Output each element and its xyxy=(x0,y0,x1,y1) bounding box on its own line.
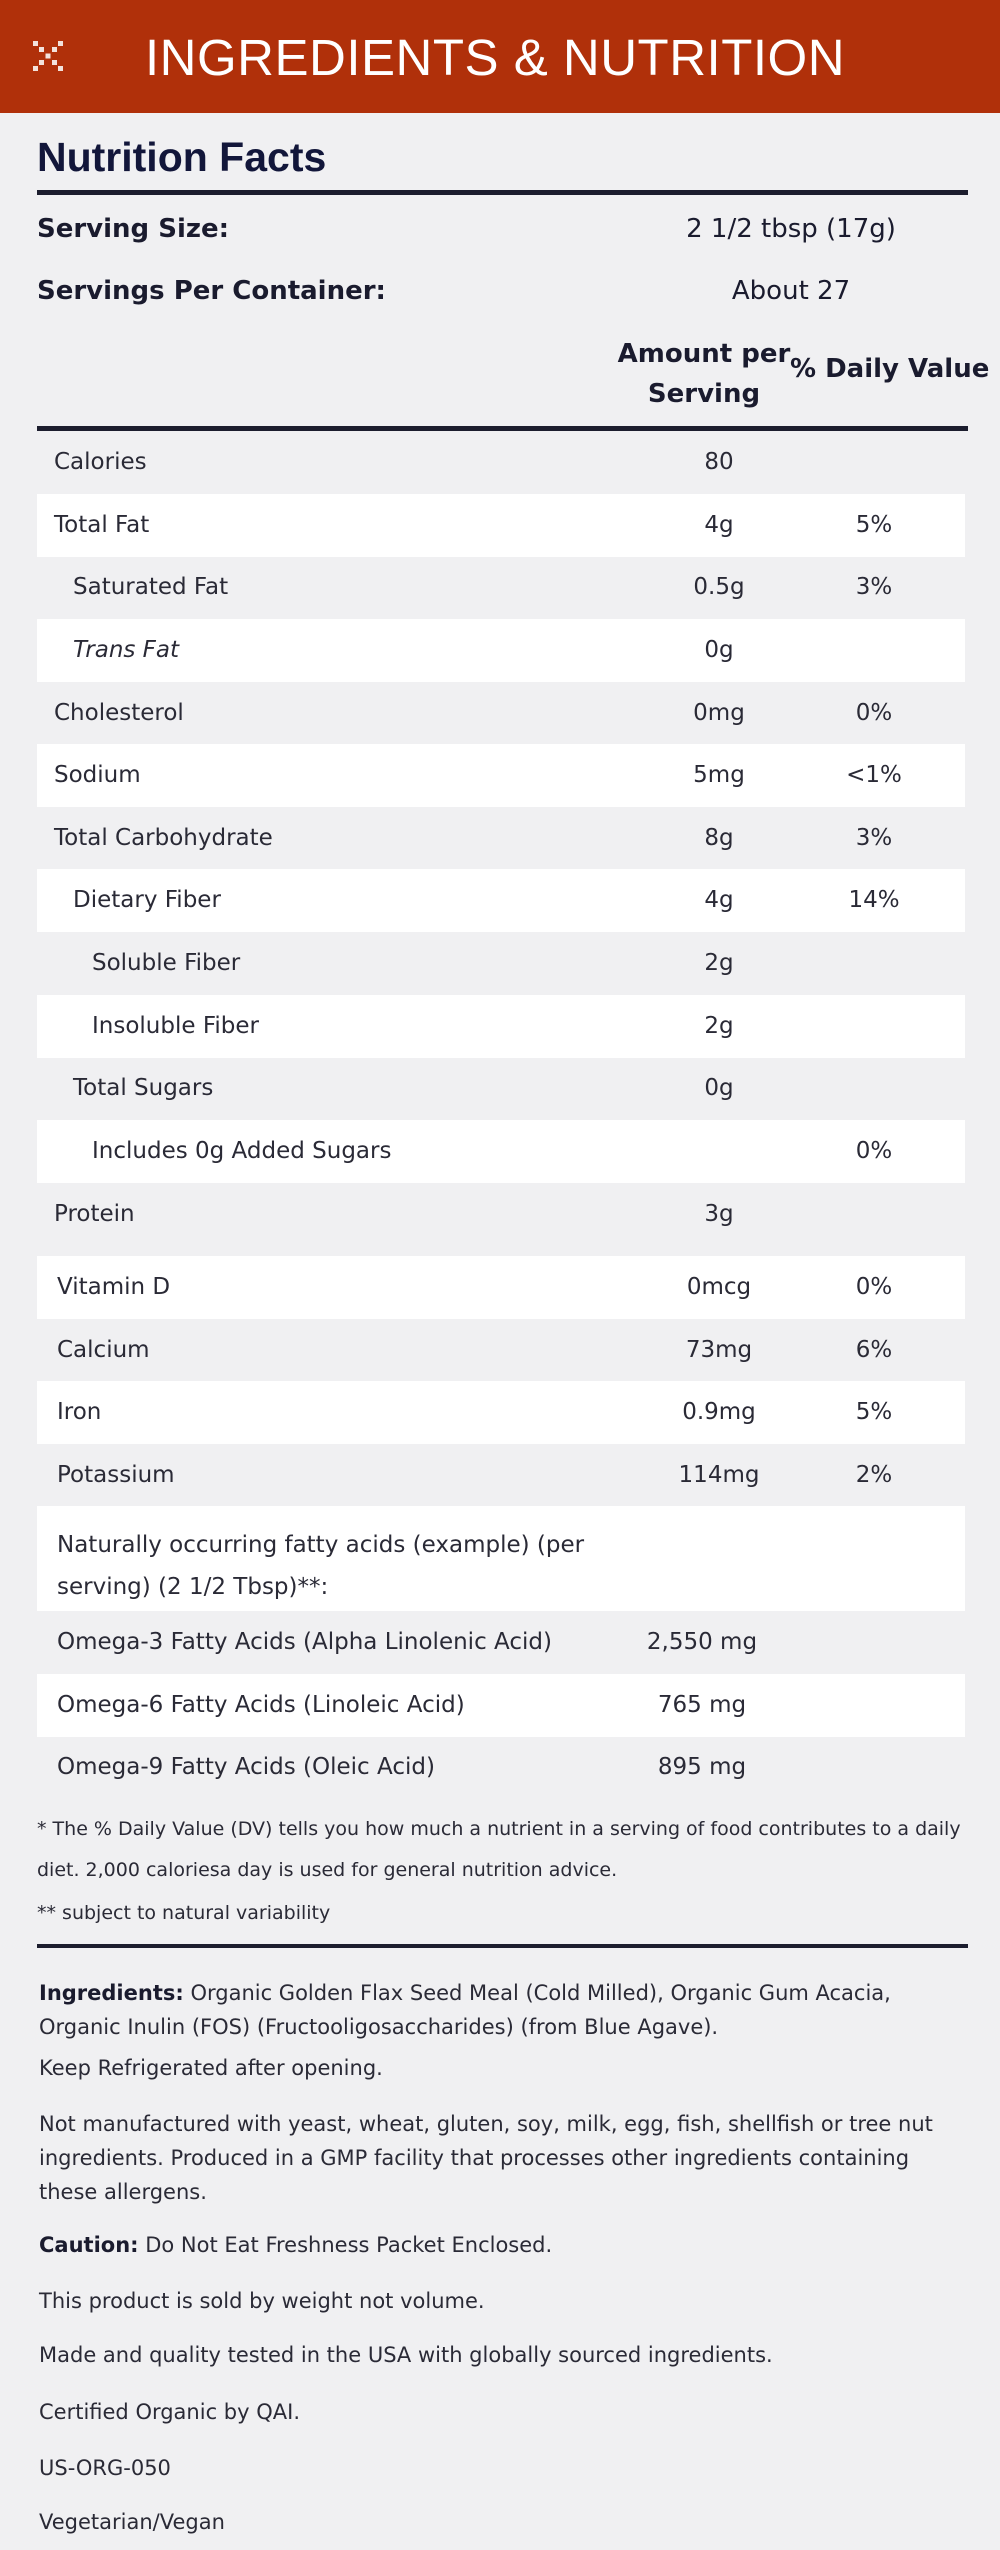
fatty-acid-amount: 895 mg xyxy=(657,1754,747,1780)
close-icon xyxy=(30,38,66,74)
nutrient-dv: 14% xyxy=(848,887,900,913)
nutrient-row-added-sugars xyxy=(37,1120,965,1183)
caution-text: Do Not Eat Freshness Packet Enclosed. xyxy=(145,2233,553,2257)
nutrient-dv: 2% xyxy=(855,1462,893,1488)
amount-per-serving-header: Amount per Serving xyxy=(617,339,791,409)
certified-note: Certified Organic by QAI. xyxy=(39,2400,300,2424)
footnote-daily-value: * The % Daily Value (DV) tells you how much a nutrient in a serving of food contributes to a daily diet. 2,000 caloriesa day is used for general nutrition advice. xyxy=(37,1818,961,1881)
nutrient-amount: 3g xyxy=(704,1201,734,1227)
serving-size-value: 2 1/2 tbsp (17g) xyxy=(686,214,896,244)
nutrient-row-cholesterol xyxy=(37,682,965,745)
nutrient-name: Calories xyxy=(54,449,147,475)
nutrient-amount: 114mg xyxy=(678,1462,760,1488)
nutrient-row-trans-fat xyxy=(37,619,965,682)
servings-per-container-value: About 27 xyxy=(731,276,851,306)
nutrient-row-sodium xyxy=(37,744,965,807)
nutrient-dv: 3% xyxy=(855,574,893,600)
vitamin-row-calcium xyxy=(37,1319,965,1382)
nutrient-amount: 0g xyxy=(704,1075,734,1101)
weight-note: This product is sold by weight not volume. xyxy=(39,2289,485,2313)
nutrient-name: Trans Fat xyxy=(73,637,180,663)
nutrient-name: Calcium xyxy=(57,1337,150,1363)
nutrient-dv: 0% xyxy=(855,700,893,726)
nutrient-row-dietary-fiber xyxy=(37,869,965,932)
caution-paragraph xyxy=(39,2228,969,2262)
vitamin-row-potassium xyxy=(37,1444,965,1507)
nutrient-name: Dietary Fiber xyxy=(73,887,221,913)
nutrient-name: Includes 0g Added Sugars xyxy=(92,1138,392,1164)
nutrient-row-soluble-fiber xyxy=(37,932,965,995)
nutrient-amount: 4g xyxy=(704,887,734,913)
nutrient-name: Protein xyxy=(54,1201,135,1227)
nutrient-name: Iron xyxy=(57,1399,102,1425)
fatty-acid-row-omega-9 xyxy=(37,1736,965,1799)
header-bar xyxy=(0,0,1000,113)
allergen-statement: Not manufactured with yeast, wheat, gluten, soy, milk, egg, fish, shellfish or tree nut ingredients. Produced in a GMP facility that processes other ingredients containing these allergens. xyxy=(39,2112,933,2204)
nutrient-dv: 5% xyxy=(855,512,893,538)
org-code: US-ORG-050 xyxy=(39,2456,171,2480)
made-in-note: Made and quality tested in the USA with globally sourced ingredients. xyxy=(39,2343,773,2367)
diet-note: Vegetarian/Vegan xyxy=(39,2510,225,2534)
header-title: INGREDIENTS & NUTRITION xyxy=(145,29,846,86)
footnote-variability: ** subject to natural variability xyxy=(37,1902,331,1924)
vitamin-row-vitamin-d xyxy=(37,1256,965,1319)
nutrient-name: Potassium xyxy=(57,1462,175,1488)
nutrient-row-total-carbohydrate xyxy=(37,807,965,870)
ingredients-text: Organic Golden Flax Seed Meal (Cold Milled), Organic Gum Acacia, Organic Inulin (FOS) (Fructooligosaccharides) (from Blue Agave). xyxy=(39,1981,891,2039)
nutrient-row-insoluble-fiber xyxy=(37,995,965,1058)
fatty-acids-heading: Naturally occurring fatty acids (example) (per serving) (2 1/2 Tbsp)**: xyxy=(57,1532,585,1600)
nutrient-amount: 2g xyxy=(704,950,734,976)
nutrient-amount: 0.9mg xyxy=(682,1399,756,1425)
nutrient-dv: <1% xyxy=(846,762,902,788)
serving-size-label: Serving Size: xyxy=(37,214,230,244)
daily-value-header: % Daily Value xyxy=(790,354,990,384)
nutrient-dv: 0% xyxy=(855,1274,893,1300)
servings-per-container-label: Servings Per Container: xyxy=(37,276,386,306)
vitamin-row-iron xyxy=(37,1381,965,1444)
fatty-acid-name: Omega-6 Fatty Acids (Linoleic Acid) xyxy=(57,1692,465,1718)
nutrient-amount: 80 xyxy=(704,449,734,475)
nutrient-amount: 73mg xyxy=(685,1337,753,1363)
nutrient-name: Vitamin D xyxy=(57,1274,171,1300)
nutrient-name: Insoluble Fiber xyxy=(92,1013,259,1039)
nutrient-amount: 2g xyxy=(704,1013,734,1039)
nutrient-dv: 6% xyxy=(855,1337,893,1363)
nutrient-dv: 3% xyxy=(855,825,893,851)
nutrient-amount: 0mg xyxy=(693,700,745,726)
divider xyxy=(37,190,968,195)
ingredients-paragraph xyxy=(39,1976,969,2044)
nutrient-row-total-fat xyxy=(37,494,965,557)
nutrient-amount: 4g xyxy=(704,512,734,538)
fatty-acid-row-omega-3 xyxy=(37,1611,965,1674)
nutrient-amount: 0.5g xyxy=(693,574,745,600)
nutrient-dv: 0% xyxy=(855,1138,893,1164)
caution-label: Caution: xyxy=(39,2233,139,2257)
nutrition-facts-title: Nutrition Facts xyxy=(37,134,327,180)
nutrient-name: Total Fat xyxy=(54,512,150,538)
close-button[interactable] xyxy=(30,38,66,74)
fatty-acid-name: Omega-3 Fatty Acids (Alpha Linolenic Acid) xyxy=(57,1629,552,1655)
fatty-acids-heading-row xyxy=(37,1506,965,1611)
nutrient-amount: 8g xyxy=(704,825,734,851)
nutrient-name: Saturated Fat xyxy=(73,574,229,600)
ingredients-label: Ingredients: xyxy=(39,1981,184,2005)
fatty-acid-amount: 765 mg xyxy=(657,1692,747,1718)
nutrient-name: Soluble Fiber xyxy=(92,950,241,976)
nutrient-dv: 5% xyxy=(855,1399,893,1425)
fatty-acid-amount: 2,550 mg xyxy=(646,1629,758,1655)
nutrient-row-calories xyxy=(37,431,965,494)
nutrient-name: Sodium xyxy=(54,762,141,788)
nutrient-name: Total Carbohydrate xyxy=(54,825,273,851)
fatty-acid-name: Omega-9 Fatty Acids (Oleic Acid) xyxy=(57,1754,435,1780)
nutrient-row-saturated-fat xyxy=(37,556,965,619)
nutrient-amount: 5mg xyxy=(693,762,745,788)
nutrient-name: Total Sugars xyxy=(73,1075,214,1101)
divider xyxy=(37,1944,968,1948)
nutrient-row-protein xyxy=(37,1183,965,1246)
fatty-acid-row-omega-6 xyxy=(37,1674,965,1737)
nutrient-name: Cholesterol xyxy=(54,700,184,726)
refrigerate-note: Keep Refrigerated after opening. xyxy=(39,2056,383,2080)
nutrient-amount: 0mcg xyxy=(686,1274,752,1300)
nutrient-amount: 0g xyxy=(704,637,734,663)
nutrient-row-total-sugars xyxy=(37,1057,965,1120)
